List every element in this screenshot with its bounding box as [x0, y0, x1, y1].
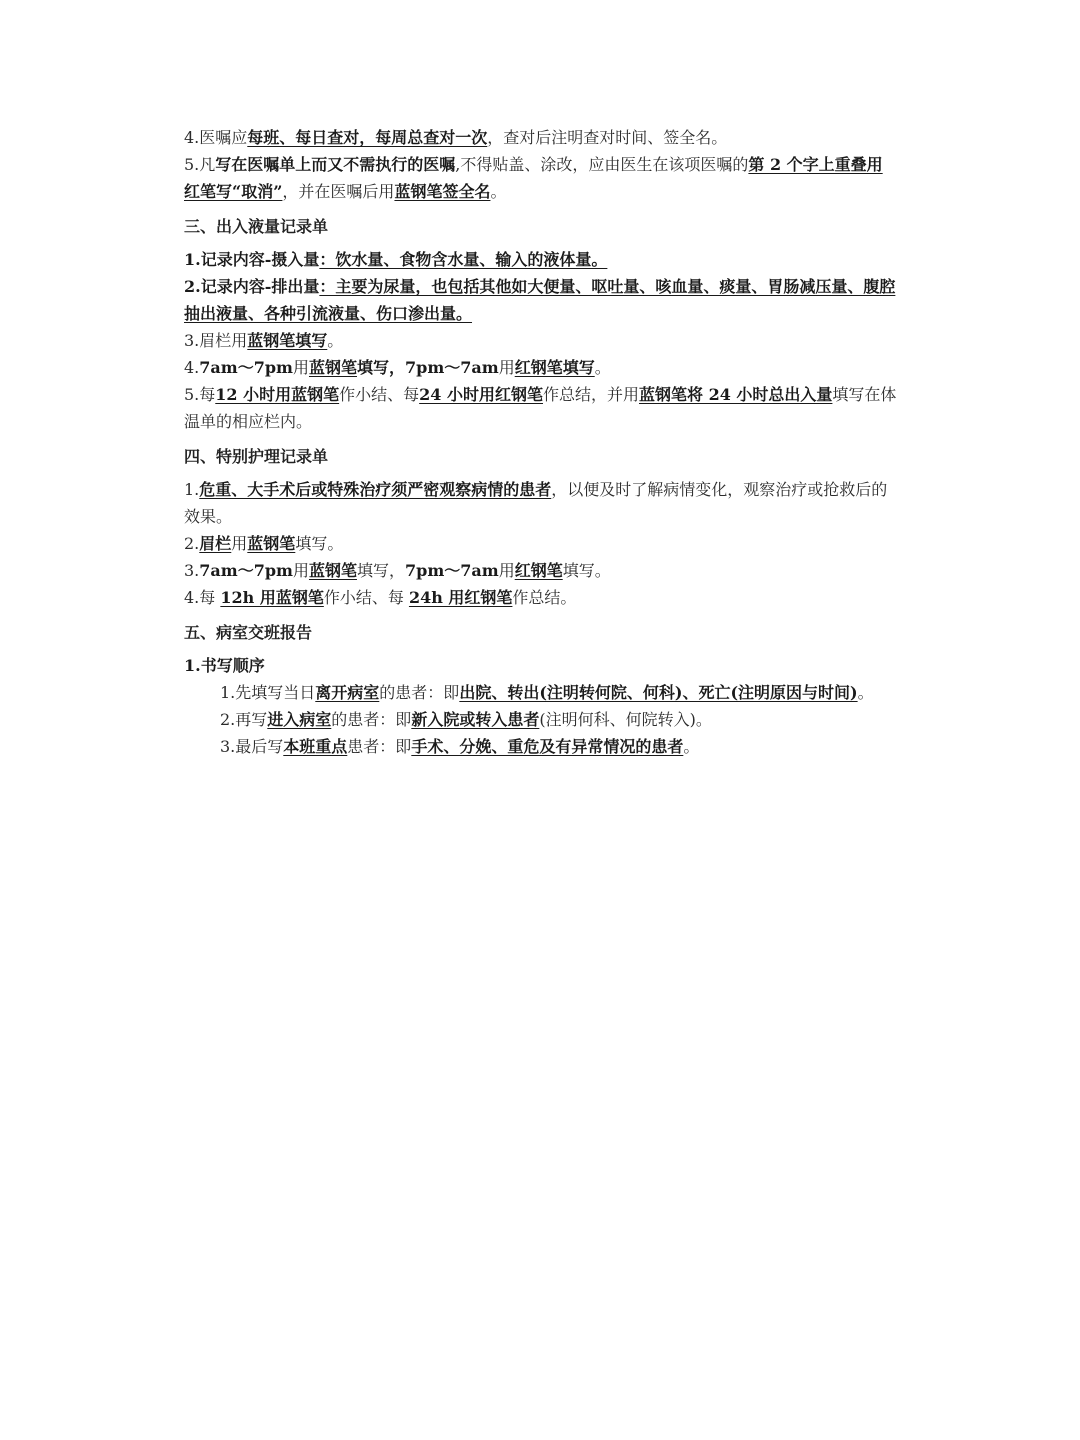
text: ，并在医嘱后用: [282, 182, 395, 201]
text: 3.眉栏用: [184, 331, 248, 350]
order-item-1: [184, 679, 898, 706]
emphasis: 每班、每日查对，每周总查对一次: [247, 128, 488, 147]
text: 作总结，并用: [542, 385, 639, 404]
emphasis: 2.记录内容-排出量: [184, 277, 320, 296]
care-rule-4: [184, 584, 898, 611]
text: 填写。: [562, 561, 611, 580]
text: 3.: [184, 561, 200, 580]
emphasis: 蓝钢笔填写: [247, 331, 328, 350]
fluid-rule-5: [184, 381, 898, 435]
text: 。: [594, 358, 611, 377]
text: 的患者：即: [379, 683, 460, 702]
emphasis: 24 小时用红钢笔: [419, 385, 543, 404]
emphasis: 蓝钢笔: [308, 358, 357, 377]
emphasis: 本班重点: [283, 737, 348, 756]
section-heading-fluid-record: 三、出入液量记录单: [184, 217, 329, 236]
emphasis: 眉栏: [199, 534, 232, 553]
fluid-rule-1: [184, 246, 898, 273]
emphasis: 填写，: [356, 358, 405, 377]
emphasis: ：饮水量、食物含水量、输入的液体量。: [319, 250, 608, 269]
emphasis: 7pm～7am: [405, 561, 499, 580]
text: 5.凡: [184, 155, 216, 174]
text: 1.: [184, 480, 200, 499]
care-rule-3: [184, 557, 898, 584]
text: 。: [327, 331, 344, 350]
emphasis: 进入病室: [267, 710, 332, 729]
text: (注明何科、何院转入)。: [539, 710, 712, 729]
text: 用: [498, 358, 515, 377]
emphasis: 7am～7pm: [199, 561, 293, 580]
emphasis: 24h 用红钢笔: [408, 588, 513, 607]
emphasis: 12h 用蓝钢笔: [220, 588, 324, 607]
section-heading-special-care: 四、特别护理记录单: [184, 447, 329, 466]
text: 4.每: [184, 588, 221, 607]
care-rule-1: [184, 476, 898, 530]
order-item-3: [184, 733, 898, 760]
fluid-rule-4: [184, 354, 898, 381]
text: 患者：即: [347, 737, 412, 756]
text: 3.最后写: [220, 737, 284, 756]
emphasis: 出院、转出(注明转何院、何科)、死亡(注明原因与时间): [459, 683, 858, 702]
emphasis: ：主要为尿量，也包括其他如大便量、呕吐量、咳血量、痰量、胃肠减压量、腹腔抽出液量、各种引流液量、伤口渗出量。: [184, 277, 896, 323]
emphasis: 7pm～7am: [405, 358, 499, 377]
text: 填写在体温单的相应栏内。: [184, 385, 897, 431]
document-page: [184, 124, 898, 760]
text: ,不得贴盖、涂改，应由医生在该项医嘱的: [455, 155, 749, 174]
emphasis: 新入院或转入患者: [411, 710, 540, 729]
text: 2.再写: [220, 710, 268, 729]
rule-4-line: [184, 124, 898, 151]
text: 作小结、每: [339, 385, 420, 404]
text: 。: [683, 737, 700, 756]
text: 用: [292, 561, 309, 580]
rule-5-line: [184, 151, 898, 205]
emphasis: 7am～7pm: [199, 358, 293, 377]
subheading-writing-order: 1.书写顺序: [184, 656, 265, 675]
text: 填写，: [356, 561, 405, 580]
text: 填写。: [295, 534, 344, 553]
emphasis: 红钢笔填写: [514, 358, 595, 377]
text: ，查对后注明查对时间、签全名。: [487, 128, 728, 147]
emphasis: 1.记录内容-摄入量: [184, 250, 320, 269]
text: 作小结、每: [323, 588, 409, 607]
emphasis: 手术、分娩、重危及有异常情况的患者: [411, 737, 684, 756]
text: 5.每: [184, 385, 216, 404]
text: 2.: [184, 534, 200, 553]
emphasis: 写在医嘱单上而又不需执行的医嘱: [215, 155, 456, 174]
emphasis: 红钢笔: [514, 561, 563, 580]
emphasis: 蓝钢笔: [247, 534, 296, 553]
text: 作总结。: [512, 588, 577, 607]
text: 用: [498, 561, 515, 580]
emphasis: 蓝钢笔将 24 小时总出入量: [639, 385, 833, 404]
text: 4.: [184, 358, 200, 377]
text: 用: [292, 358, 309, 377]
emphasis: 12 小时用蓝钢笔: [215, 385, 340, 404]
emphasis: 蓝钢笔: [308, 561, 357, 580]
text: 的患者：即: [331, 710, 412, 729]
text: ，以便及时了解病情变化，观察治疗或抢救后的效果。: [184, 480, 888, 526]
text: 。: [857, 683, 874, 702]
text: 。: [490, 182, 507, 201]
fluid-rule-2: [184, 273, 898, 327]
care-rule-2: [184, 530, 898, 557]
section-heading-shift-report: 五、病室交班报告: [184, 623, 313, 642]
emphasis: 离开病室: [315, 683, 380, 702]
emphasis: 危重、大手术后或特殊治疗须严密观察病情的患者: [199, 480, 552, 499]
text: 4.医嘱应: [184, 128, 248, 147]
emphasis: 蓝钢笔签全名: [394, 182, 491, 201]
order-item-2: [184, 706, 898, 733]
fluid-rule-3: [184, 327, 898, 354]
emphasis: 第 2 个字上重叠用红笔写“取消”: [184, 155, 883, 201]
text: 1.先填写当日: [220, 683, 316, 702]
text: 用: [231, 534, 248, 553]
